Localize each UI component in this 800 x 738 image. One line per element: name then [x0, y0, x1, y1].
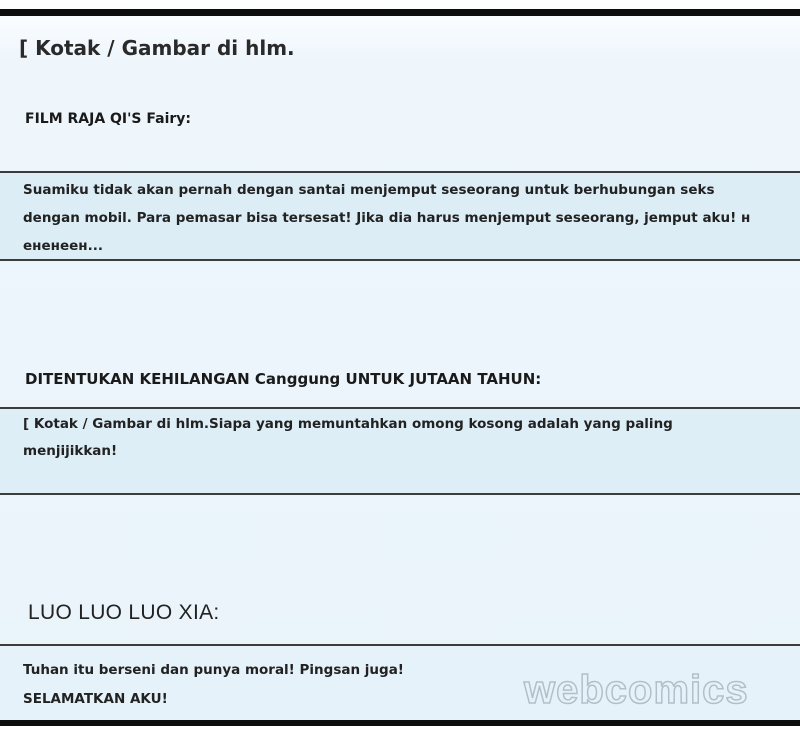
comment-line: ененеен...	[23, 238, 103, 254]
comment-text-1	[23, 176, 750, 260]
speaker-label-2: DITENTUKAN KEHILANGAN Canggung UNTUK JUTAAN TAHUN:	[25, 370, 542, 388]
comment-text-3	[23, 656, 404, 714]
comment-line: Suamiku tidak akan pernah dengan santai menjemput seseorang untuk berhubungan seks	[23, 182, 715, 198]
speaker-label-3: LUO LUO LUO XIA:	[28, 601, 220, 624]
comment-box-2	[0, 407, 800, 495]
comment-box-1	[0, 171, 800, 261]
comment-line: dengan mobil. Para pemasar bisa tersesat! Jika dia harus menjemput seseorang, jemput aku! н	[23, 210, 751, 226]
page-margin	[0, 726, 800, 738]
comment-line: [ Kotak / Gambar di hlm.Siapa yang memuntahkan omong kosong adalah yang paling	[23, 416, 673, 432]
comment-line: SELAMATKAN AKU!	[23, 691, 168, 707]
watermark-logo: webcomics	[524, 668, 749, 712]
comment-text-2	[23, 411, 673, 465]
speaker-label-1: FILM RAJA QI'S Fairy:	[25, 111, 192, 127]
comment-line: Tuhan itu berseni dan punya moral! Pingsan juga!	[23, 662, 404, 678]
top-border	[0, 9, 800, 16]
comment-line: menjijikkan!	[23, 443, 118, 459]
page-header: [ Kotak / Gambar di hlm.	[19, 36, 295, 60]
